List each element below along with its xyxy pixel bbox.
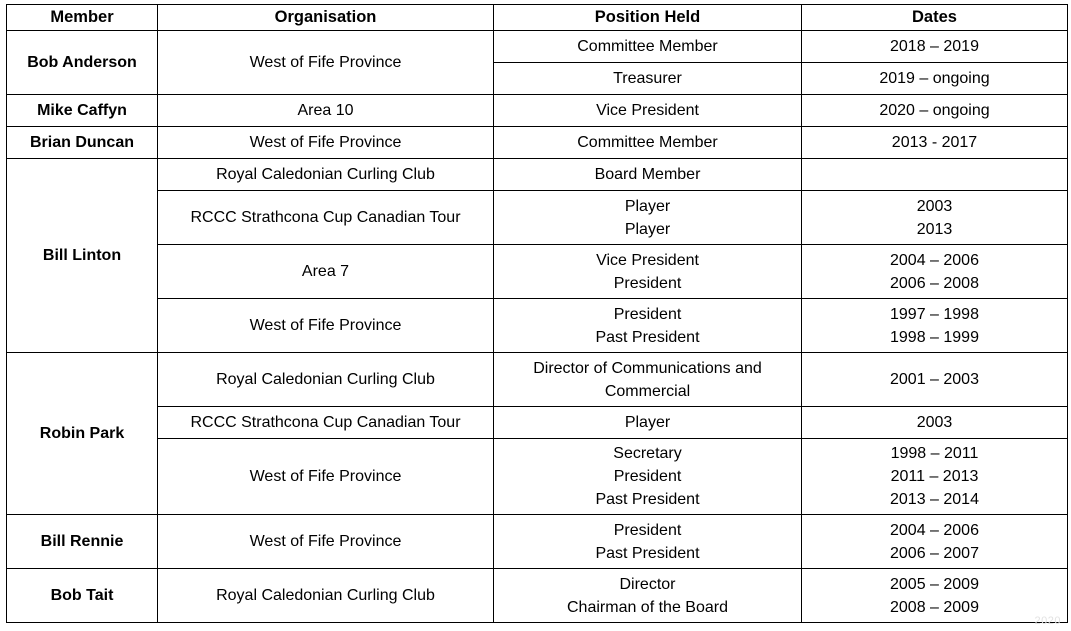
dates-line: 2005 – 2009 xyxy=(890,575,979,593)
organisation-cell: Royal Caledonian Curling Club xyxy=(158,353,494,407)
dates-cell xyxy=(802,439,1068,515)
position-cell: Committee Member xyxy=(494,127,802,159)
dates-cell xyxy=(802,569,1068,623)
position-line: Vice President xyxy=(596,251,699,269)
organisation-cell: Royal Caledonian Curling Club xyxy=(158,159,494,191)
positions-table xyxy=(6,4,1068,623)
organisation-cell: West of Fife Province xyxy=(158,299,494,353)
table-row xyxy=(7,407,1068,439)
position-cell xyxy=(494,353,802,407)
table-row xyxy=(7,95,1068,127)
member-cell: Bill Rennie xyxy=(7,515,158,569)
position-line: President xyxy=(613,274,682,292)
dates-cell: 2020 – ongoing xyxy=(802,95,1068,127)
dates-line: 1998 – 2011 xyxy=(890,445,979,462)
organisation-cell: West of Fife Province xyxy=(158,127,494,159)
table-row xyxy=(7,159,1068,191)
position-cell: Treasurer xyxy=(494,63,802,95)
organisation-cell: Area 7 xyxy=(158,245,494,299)
header-row xyxy=(7,5,1068,31)
position-line: Chairman of the Board xyxy=(567,598,728,616)
table-row xyxy=(7,353,1068,407)
organisation-cell: West of Fife Province xyxy=(158,515,494,569)
position-cell xyxy=(494,191,802,245)
position-line: Player xyxy=(624,197,671,215)
position-cell: Committee Member xyxy=(494,31,802,63)
dates-cell: 2018 – 2019 xyxy=(802,31,1068,63)
position-line: Director of Communications and xyxy=(533,359,762,377)
dates-cell xyxy=(802,299,1068,353)
position-line: Commercial xyxy=(604,382,691,400)
table-row xyxy=(7,515,1068,569)
dates-line: 1998 – 1999 xyxy=(890,328,979,346)
dates-line: 2013 – 2014 xyxy=(890,491,979,508)
position-line: Past President xyxy=(595,544,700,562)
organisation-cell: RCCC Strathcona Cup Canadian Tour xyxy=(158,191,494,245)
table-row xyxy=(7,127,1068,159)
position-line: Director xyxy=(619,575,676,593)
position-cell: Player xyxy=(494,407,802,439)
dates-cell: 2019 – ongoing xyxy=(802,63,1068,95)
table-row xyxy=(7,569,1068,623)
position-line: Secretary xyxy=(613,445,682,462)
watermark: 2020 xyxy=(1034,615,1061,627)
organisation-cell: Area 10 xyxy=(158,95,494,127)
dates-cell: 2013 - 2017 xyxy=(802,127,1068,159)
position-line: President xyxy=(613,468,682,485)
dates-cell xyxy=(802,245,1068,299)
dates-line: 1997 – 1998 xyxy=(890,305,979,323)
header-position: Position Held xyxy=(494,5,802,31)
dates-line: 2006 – 2008 xyxy=(890,274,979,292)
member-cell: Brian Duncan xyxy=(7,127,158,159)
position-cell: Vice President xyxy=(494,95,802,127)
member-cell: Robin Park xyxy=(7,353,158,515)
position-line: Past President xyxy=(595,491,700,508)
dates-cell xyxy=(802,191,1068,245)
dates-cell xyxy=(802,159,1068,191)
position-cell: Board Member xyxy=(494,159,802,191)
dates-line: 2011 – 2013 xyxy=(890,468,979,485)
header-organisation: Organisation xyxy=(158,5,494,31)
position-line: Player xyxy=(624,220,671,238)
dates-cell: 2003 xyxy=(802,407,1068,439)
table-row xyxy=(7,191,1068,245)
organisation-cell: West of Fife Province xyxy=(158,439,494,515)
dates-line: 2004 – 2006 xyxy=(890,251,979,269)
position-line: Past President xyxy=(595,328,700,346)
header-member: Member xyxy=(7,5,158,31)
dates-cell xyxy=(802,515,1068,569)
dates-line: 2004 – 2006 xyxy=(890,521,979,539)
member-cell: Bob Tait xyxy=(7,569,158,623)
member-cell: Mike Caffyn xyxy=(7,95,158,127)
organisation-cell: RCCC Strathcona Cup Canadian Tour xyxy=(158,407,494,439)
member-cell: Bob Anderson xyxy=(7,31,158,95)
dates-line: 2006 – 2007 xyxy=(890,544,979,562)
member-cell: Bill Linton xyxy=(7,159,158,353)
position-cell xyxy=(494,245,802,299)
position-line: President xyxy=(613,305,682,323)
table-row xyxy=(7,439,1068,515)
organisation-cell: West of Fife Province xyxy=(158,31,494,95)
position-line: President xyxy=(613,521,682,539)
dates-line: 2003 xyxy=(916,197,953,215)
table-row xyxy=(7,31,1068,63)
header-dates: Dates xyxy=(802,5,1068,31)
dates-line: 2013 xyxy=(916,220,953,238)
organisation-cell: Royal Caledonian Curling Club xyxy=(158,569,494,623)
position-cell xyxy=(494,515,802,569)
table-row xyxy=(7,245,1068,299)
dates-line: 2008 – 2009 xyxy=(890,598,979,616)
position-cell xyxy=(494,439,802,515)
dates-cell: 2001 – 2003 xyxy=(802,353,1068,407)
position-cell xyxy=(494,299,802,353)
position-cell xyxy=(494,569,802,623)
table-row xyxy=(7,299,1068,353)
